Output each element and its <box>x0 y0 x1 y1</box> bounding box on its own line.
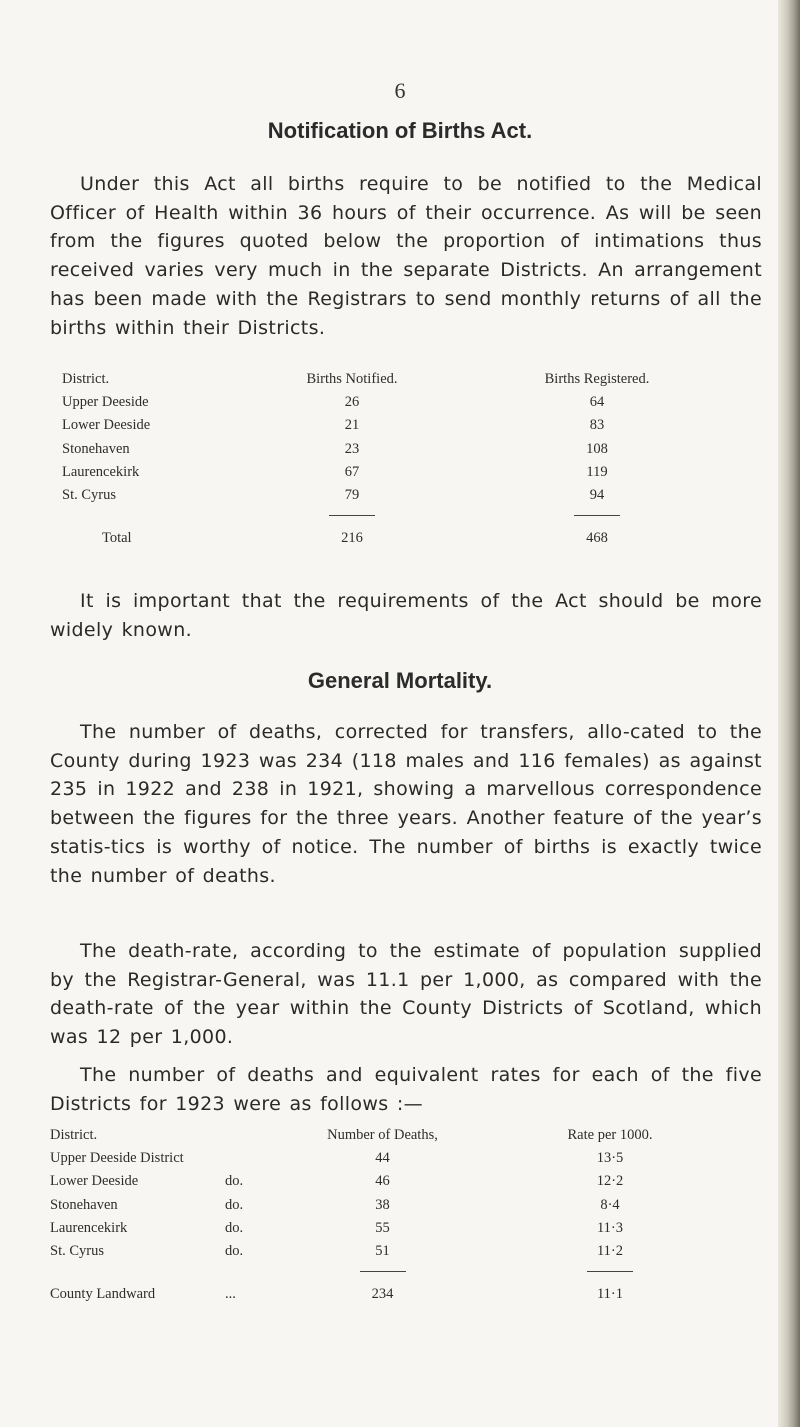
total-label: County Landward <box>50 1285 156 1302</box>
paragraph-text: It is important that the requirements of the Act should be more widely known. <box>50 590 762 641</box>
total-rule <box>574 515 620 516</box>
rate-cell: 13·5 <box>596 1150 624 1167</box>
district-cell: St. Cyrus <box>50 1243 104 1260</box>
district-cell: St. Cyrus <box>62 487 116 504</box>
paragraph-act-importance <box>50 587 762 644</box>
total-row <box>50 1280 750 1308</box>
page-edge-shadow <box>778 0 800 1427</box>
district-cell: Laurencekirk <box>50 1219 128 1236</box>
leader-dots: ... <box>225 1285 236 1302</box>
table-row <box>62 461 752 484</box>
district-cell: Lower Deeside <box>62 417 151 434</box>
column-header: Number of Deaths, <box>327 1127 438 1144</box>
deaths-cell: 46 <box>375 1173 390 1190</box>
notified-cell: 67 <box>344 463 360 480</box>
rate-cell: 11·2 <box>596 1243 624 1260</box>
paragraph-death-rate <box>50 937 762 1052</box>
total-rule-row <box>62 507 752 524</box>
table-row <box>50 1147 750 1170</box>
registered-cell: 119 <box>586 463 608 480</box>
notified-cell: 21 <box>344 417 360 434</box>
district-cell: Stonehaven <box>50 1196 118 1213</box>
page-number: 6 <box>394 78 406 103</box>
ditto-cell: do. <box>225 1196 244 1213</box>
paragraph-notification-intro <box>50 170 762 342</box>
mortality-table <box>50 1124 750 1308</box>
paragraph-text: The death-rate, according to the estimate of population supplied by the Registrar-General, was 11.1 per 1,000, as compared with the death-rate of the year within the County Districts of Scotland, which was 12 per 1,000. <box>50 940 762 1049</box>
registered-cell: 108 <box>586 440 608 457</box>
table-row <box>50 1194 750 1217</box>
rate-cell: 8·4 <box>600 1196 620 1213</box>
table-row <box>62 438 752 461</box>
total-rule <box>360 1271 406 1272</box>
deaths-cell: 51 <box>375 1243 390 1260</box>
births-table <box>62 368 752 552</box>
section-title-mortality: General Mortality. <box>307 668 493 693</box>
total-rule <box>329 515 375 516</box>
table-row <box>50 1170 750 1193</box>
table-row <box>62 414 752 437</box>
ditto-cell: do. <box>225 1243 244 1260</box>
column-header: Births Registered. <box>544 371 650 388</box>
total-deaths: 234 <box>371 1285 394 1302</box>
notified-cell: 26 <box>344 394 360 411</box>
column-header: Births Notified. <box>306 371 398 388</box>
deaths-cell: 55 <box>375 1219 390 1236</box>
paragraph-district-rates <box>50 1061 762 1118</box>
registered-cell: 64 <box>589 394 605 411</box>
total-label: Total <box>102 529 132 546</box>
column-header: District. <box>50 1127 98 1144</box>
total-rate: 11·1 <box>596 1285 624 1302</box>
district-cell: Laurencekirk <box>62 463 140 480</box>
notified-cell: 79 <box>344 487 360 504</box>
total-rule-row <box>50 1263 750 1280</box>
registered-cell: 83 <box>589 417 605 434</box>
deaths-cell: 44 <box>375 1150 390 1167</box>
table-row <box>50 1240 750 1263</box>
total-notified: 216 <box>341 529 363 546</box>
ditto-cell: do. <box>225 1173 244 1190</box>
total-registered: 468 <box>586 529 608 546</box>
paragraph-text: The number of deaths and equivalent rates for each of the five Districts for 1923 were as follows :— <box>50 1064 762 1115</box>
paragraph-deaths <box>50 718 762 890</box>
column-header: Rate per 1000. <box>567 1127 653 1144</box>
district-cell: Upper Deeside <box>62 394 149 411</box>
total-rule <box>587 1271 633 1272</box>
paragraph-text: Under this Act all births require to be notified to the Medical Officer of Health within 36 hours of their occurrence. As will be seen from the figures quoted below the proportion of intimations thus received varies very much in the separate Districts. An arrangement has been made with the Registrars to send monthly returns of all the births within their Districts. <box>50 173 762 339</box>
table-header-row <box>62 368 752 391</box>
total-row <box>62 524 752 552</box>
district-cell: Lower Deeside <box>50 1173 139 1190</box>
ditto-cell: do. <box>225 1219 244 1236</box>
section-title-notification: Notification of Births Act. <box>267 118 533 143</box>
paragraph-text: The number of deaths, corrected for transfers, allo-cated to the County during 1923 was 234 (118 males and 116 females) as against 235 in 1922 and 238 in 1921, showing a marvellous correspondence between the figures for the three years. Another feature of the year’s statis-tics is worthy of notice. The number of births is exactly twice the number of deaths. <box>50 721 762 887</box>
registered-cell: 94 <box>589 487 605 504</box>
table-row <box>50 1217 750 1240</box>
rate-cell: 12·2 <box>596 1173 624 1190</box>
column-header: District. <box>62 371 110 388</box>
rate-cell: 11·3 <box>596 1219 624 1236</box>
table-header-row <box>50 1124 750 1147</box>
deaths-cell: 38 <box>375 1196 390 1213</box>
table-row <box>62 391 752 414</box>
table-row <box>62 484 752 507</box>
notified-cell: 23 <box>344 440 360 457</box>
district-cell: Upper Deeside District <box>50 1150 184 1167</box>
district-cell: Stonehaven <box>62 440 130 457</box>
